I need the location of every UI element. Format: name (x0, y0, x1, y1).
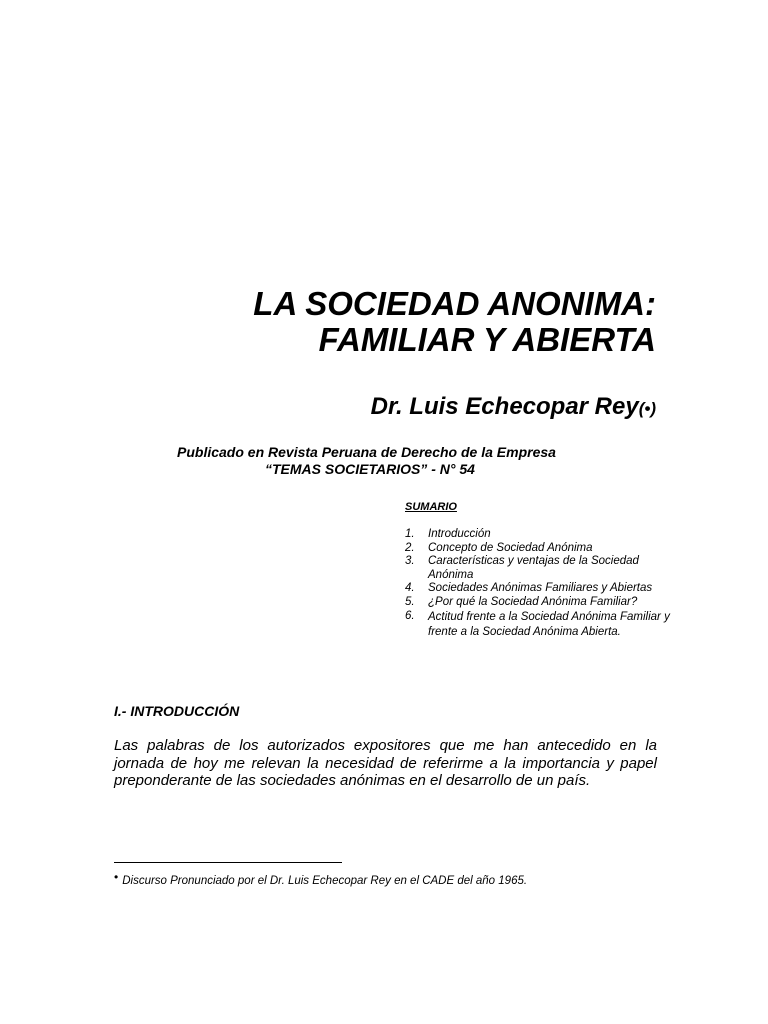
footnote-divider (114, 862, 342, 863)
summary-item (405, 596, 675, 610)
summary-item-text: ¿Por qué la Sociedad Anónima Familiar? (428, 595, 638, 608)
document-title-line-2: FAMILIAR Y ABIERTA (318, 321, 656, 358)
summary-item-number: 2. (405, 541, 415, 554)
summary-item-number: 4. (405, 582, 415, 595)
summary-item (405, 528, 675, 542)
summary-item-number: 6. (405, 609, 415, 622)
author-name-text: Dr. Luis Echecopar Rey (370, 393, 639, 420)
section-heading: I.- INTRODUCCIÓN (114, 703, 240, 719)
summary-list (405, 528, 675, 641)
body-paragraph: Las palabras de los autorizados expositores que me han antecedido en la jornada de hoy me relevan la necesidad de referirme a la importancia y papel preponderante de las sociedades anónimas en el desarrollo de un país. (114, 737, 657, 789)
footnote-bullet-icon: • (114, 870, 119, 884)
publication-line-2: “TEMAS SOCIETARIOS” - N° 54 (265, 461, 475, 477)
summary-item (405, 542, 675, 556)
summary-item-text: Características y ventajas de la Sociedad Anónima (428, 555, 639, 581)
summary-item-text: Actitud frente a la Sociedad Anónima Familiar y frente a la Sociedad Anónima Abierta. (428, 610, 670, 639)
summary-item-number: 1. (405, 528, 415, 540)
summary-item-text: Sociedades Anónimas Familiares y Abiertas (428, 582, 653, 595)
author-name (371, 393, 656, 421)
footnote (114, 870, 527, 887)
summary-item (405, 610, 675, 641)
publication-line-1: Publicado en Revista Peruana de Derecho de la Empresa (177, 444, 556, 460)
summary-item-number: 3. (405, 555, 415, 568)
document-title-line-1: LA SOCIEDAD ANONIMA: (253, 285, 656, 322)
summary-item-number: 5. (405, 595, 415, 608)
author-footnote-mark: (•) (638, 399, 656, 418)
summary-item (405, 582, 675, 596)
summary-item-text: Concepto de Sociedad Anónima (428, 541, 593, 554)
summary-item (405, 555, 675, 582)
summary-item-text: Introducción (428, 528, 491, 540)
summary-heading: SUMARIO (405, 501, 457, 513)
footnote-text: Discurso Pronunciado por el Dr. Luis Echecopar Rey en el CADE del año 1965. (122, 875, 528, 887)
